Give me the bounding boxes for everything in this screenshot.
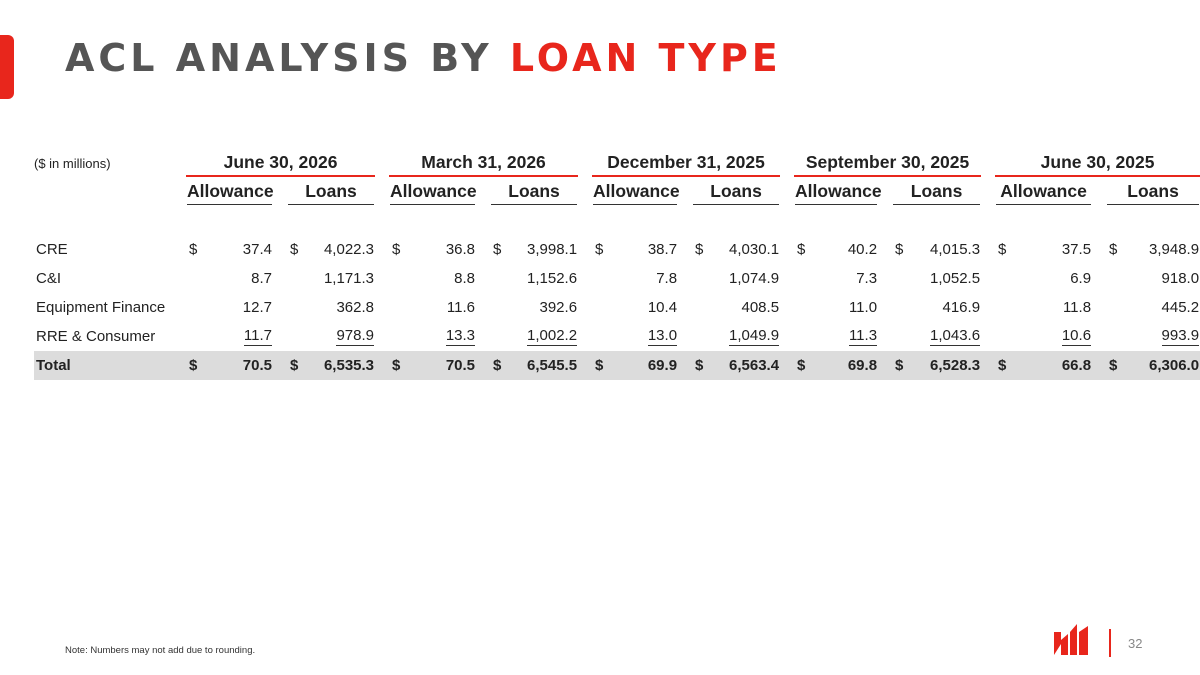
currency-symbol: $ [290, 241, 299, 258]
units-label: ($ in millions) [34, 156, 111, 171]
currency-symbol: $ [179, 351, 201, 380]
subheader-loans: Loans [483, 177, 585, 209]
cell-value: 8.8 [454, 270, 476, 287]
period-header-text: December 31, 2025 [592, 150, 780, 177]
cell-value: 416.9 [942, 299, 981, 316]
cell-value: 8.7 [251, 270, 272, 287]
subheader-allowance: Allowance [179, 177, 280, 209]
currency-symbol: $ [585, 351, 607, 380]
table-row [34, 264, 1200, 293]
cell-value: 13.3 [445, 327, 476, 344]
cell-value: 70.5 [201, 351, 280, 380]
subheader-loans: Loans [1099, 177, 1200, 209]
cell-value: 1,074.9 [729, 270, 780, 287]
cell-value: 11.8 [1062, 299, 1092, 316]
currency-symbol: $ [1099, 351, 1121, 380]
table-row [34, 293, 1200, 322]
currency-symbol: $ [787, 351, 809, 380]
cell-value: 11.0 [848, 299, 878, 316]
period-header-text: March 31, 2026 [389, 150, 578, 177]
page-title [65, 36, 782, 80]
total-row [34, 351, 1200, 380]
period-header [988, 150, 1200, 177]
title-part-1: ACL ANALYSIS BY [65, 36, 493, 80]
currency-symbol: $ [895, 241, 904, 258]
cell-value: 1,052.5 [930, 270, 981, 287]
currency-symbol: $ [493, 241, 502, 258]
subheader-allowance: Allowance [988, 177, 1099, 209]
currency-symbol: $ [382, 351, 404, 380]
currency-symbol: $ [797, 241, 806, 258]
cell-value: 1,152.6 [527, 270, 578, 287]
cell-value: 38.7 [647, 241, 678, 258]
cell-value: 918.0 [1161, 270, 1200, 287]
cell-value: 6,535.3 [302, 351, 382, 380]
subheader-allowance: Allowance [787, 177, 885, 209]
cell-value: 6.9 [1070, 270, 1092, 287]
period-header-text: June 30, 2025 [995, 150, 1200, 177]
period-header-text: September 30, 2025 [794, 150, 981, 177]
footnote: Note: Numbers may not add due to rounding. [65, 645, 256, 656]
cell-value: 993.9 [1161, 327, 1200, 344]
page-number: 32 [1128, 636, 1143, 651]
cell-value: 392.6 [539, 299, 578, 316]
company-logo-icon [1052, 620, 1090, 658]
cell-value: 445.2 [1161, 299, 1200, 316]
cell-value: 408.5 [741, 299, 780, 316]
cell-value: 70.5 [404, 351, 483, 380]
cell-value: 978.9 [336, 327, 375, 344]
row-label: RRE & Consumer [36, 328, 156, 345]
cell-value: 11.6 [446, 299, 476, 316]
cell-value: 37.4 [242, 241, 272, 258]
currency-symbol: $ [595, 241, 604, 258]
cell-value: 6,528.3 [907, 351, 988, 380]
cell-value: 1,049.9 [729, 327, 780, 344]
row-label: Equipment Finance [36, 299, 166, 316]
cell-value: 3,998.1 [527, 241, 578, 258]
cell-value: 6,563.4 [707, 351, 787, 380]
cell-value: 1,043.6 [930, 327, 981, 344]
row-label: C&I [36, 270, 62, 287]
table-row [34, 322, 1200, 351]
cell-value: 11.3 [848, 327, 878, 344]
acl-table [34, 150, 1200, 380]
cell-value: 69.9 [607, 351, 685, 380]
cell-value: 6,545.5 [505, 351, 585, 380]
period-header [382, 150, 585, 177]
currency-symbol: $ [998, 241, 1007, 258]
cell-value: 11.7 [243, 327, 272, 344]
cell-value: 13.0 [647, 327, 678, 344]
cell-value: 10.6 [1061, 327, 1092, 344]
period-header-text: June 30, 2026 [186, 150, 375, 177]
footer-divider [1109, 629, 1111, 657]
subheader-allowance: Allowance [382, 177, 483, 209]
cell-value: 12.7 [242, 299, 272, 316]
cell-value: 362.8 [336, 299, 375, 316]
subheader-allowance: Allowance [585, 177, 685, 209]
cell-value: 36.8 [445, 241, 476, 258]
currency-symbol: $ [695, 241, 704, 258]
table-row [34, 235, 1200, 264]
currency-symbol: $ [189, 241, 198, 258]
period-header [585, 150, 787, 177]
cell-value: 10.4 [647, 299, 678, 316]
subheader-loans: Loans [280, 177, 382, 209]
row-label: CRE [36, 241, 68, 258]
subheader-loans: Loans [685, 177, 787, 209]
currency-symbol: $ [885, 351, 907, 380]
currency-symbol: $ [280, 351, 302, 380]
subheader-loans: Loans [885, 177, 988, 209]
cell-value: 40.2 [847, 241, 878, 258]
cell-value: 4,030.1 [729, 241, 780, 258]
cell-value: 66.8 [1010, 351, 1099, 380]
period-header [179, 150, 382, 177]
accent-tab [0, 35, 14, 99]
cell-value: 3,948.9 [1149, 241, 1200, 258]
cell-value: 6,306.0 [1121, 351, 1200, 380]
cell-value: 7.8 [656, 270, 678, 287]
title-part-2: LOAN TYPE [509, 36, 782, 80]
cell-value: 69.8 [809, 351, 885, 380]
cell-value: 1,002.2 [527, 327, 578, 344]
cell-value: 37.5 [1061, 241, 1092, 258]
currency-symbol: $ [685, 351, 707, 380]
period-header [787, 150, 988, 177]
period-header-row [34, 150, 1200, 177]
subheader-row [34, 177, 1200, 209]
row-label: Total [34, 351, 179, 380]
currency-symbol: $ [392, 241, 401, 258]
cell-value: 4,022.3 [323, 241, 375, 258]
currency-symbol: $ [1109, 241, 1118, 258]
currency-symbol: $ [988, 351, 1010, 380]
cell-value: 7.3 [856, 270, 878, 287]
currency-symbol: $ [483, 351, 505, 380]
cell-value: 4,015.3 [930, 241, 981, 258]
cell-value: 1,171.3 [323, 270, 375, 287]
